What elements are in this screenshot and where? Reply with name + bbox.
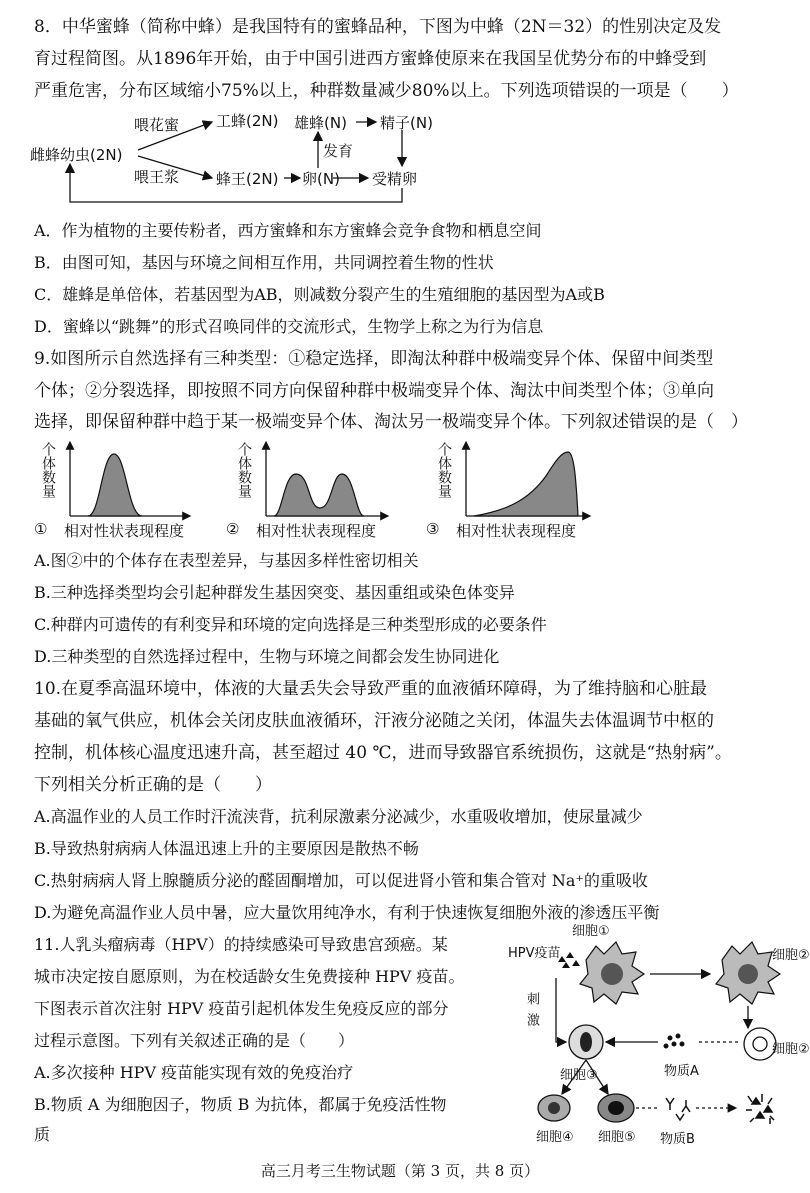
q9-option-c: C.种群内可遗传的有利变异和环境的定向选择是三种类型形成的必要条件	[34, 615, 547, 634]
queen-label: 蜂王(2N)	[216, 170, 279, 188]
q9-option-d: D.三种类型的自然选择过程中，生物与环境之间都会发生协同进化	[34, 647, 500, 666]
selection-graphs	[30, 438, 590, 544]
q10-stem-line-2: 基础的氧气供应，机体会关闭皮肤血液循环，汗液分泌随之关闭，体温失去体温调节中枢的	[34, 711, 714, 731]
vaccine-particles	[558, 952, 580, 968]
cell-5-label: 细胞⑤	[598, 1130, 636, 1145]
feed-nectar-label: 喂花蜜	[134, 116, 180, 134]
cell-3-b-cell	[569, 1025, 603, 1059]
q11-option-a: A.多次接种 HPV 疫苗能实现有效的免疫治疗	[34, 1063, 354, 1082]
cell-2-label-lower: 细胞②	[772, 1042, 810, 1057]
q10-option-a: A.高温作业的人员工作时汗流浃背，抗利尿激素分泌减少，水重吸收增加，使尿量减少	[34, 807, 643, 826]
larva-label: 雌蜂幼虫(2N)	[30, 146, 123, 164]
antibody-icons	[666, 1098, 690, 1120]
q10-stem-line-4: 下列相关分析正确的是（ ）	[34, 775, 272, 795]
q8-stem-line-2: 育过程简图。从1896年开始，由于中国引进西方蜜蜂使原来在我国呈优势分布的中蜂受到	[34, 49, 707, 69]
drone-label: 雄蜂(N)	[294, 114, 347, 132]
feed-jelly-label: 喂王浆	[134, 168, 180, 186]
cell-5-plasma	[598, 1094, 634, 1122]
graph-2-disruptive	[266, 442, 388, 516]
graph-3-ylabel: 个体数量	[436, 442, 452, 498]
hpv-vaccine-label: HPV疫苗	[508, 946, 561, 961]
egg-label: 卵(N)	[302, 170, 340, 188]
graph-3-directional	[466, 442, 590, 516]
cell-3-label: 细胞③	[560, 1068, 598, 1083]
substance-a-dots	[664, 1034, 685, 1049]
graph-1-stabilizing	[70, 442, 190, 516]
substance-a-label: 物质A	[664, 1064, 699, 1079]
q10-option-c: C.热射病病人肾上腺髓质分泌的醛固酮增加，可以促进肾小管和集合管对 Na⁺的重吸收	[34, 871, 648, 890]
q9-stem-line-3: 选择，即保留种群中趋于某一极端变异个体、淘汰另一极端变异个体。下列叙述错误的是（ ）	[34, 412, 748, 432]
cell-4-label: 细胞④	[536, 1130, 574, 1145]
q9-option-b: B.三种选择类型均会引起种群发生基因突变、基因重组或染色体变异	[34, 583, 515, 602]
graph-2-number: ②	[226, 520, 240, 538]
q11-stem-line-2: 城市决定按自愿原则，为在校适龄女生免费接种 HPV 疫苗。	[34, 967, 465, 986]
q11-stem-line-4: 过程示意图。下列有关叙述正确的是（ ）	[34, 1031, 355, 1050]
q10-option-d: D.为避免高温作业人员中暑，应大量饮用纯净水，有利于快速恢复细胞外液的渗透压平衡	[34, 903, 660, 922]
cell-1-presenting	[716, 942, 780, 1004]
q11-option-b-cont: 质	[34, 1125, 51, 1144]
zygote-label: 受精卵	[372, 170, 418, 188]
graph-2-xlabel: 相对性状表现程度	[256, 522, 377, 540]
q8-stem-line-1: 8．中华蜜蜂（简称中蜂）是我国特有的蜜蜂品种，下图为中蜂（2N＝32）的性别决定及发	[34, 17, 722, 37]
worker-label: 工蜂(2N)	[216, 112, 279, 130]
q8-option-c: C．雄蜂是单倍体，若基因型为AB，则减数分裂产生的生殖细胞的基因型为A或B	[34, 285, 605, 304]
q8-stem-line-3: 严重危害，分布区域缩小75%以上，种群数量减少80%以上。下列选项错误的一项是（ ）	[34, 81, 739, 101]
bee-development-diagram	[30, 106, 450, 206]
q8-option-d: D．蜜蜂以“跳舞”的形式召唤同伴的交流形式，生物学上称之为行为信息	[34, 317, 544, 336]
page-footer: 高三月考三生物试题（第 3 页，共 8 页）	[260, 1162, 540, 1180]
q10-stem-line-1: 10.在夏季高温环境中，体液的大量丢失会导致严重的血液循环障碍，为了维持脑和心脏最	[34, 679, 708, 699]
cell-1-apc	[580, 942, 644, 1004]
q11-option-b: B.物质 A 为细胞因子，物质 B 为抗体，都属于免疫活性物	[34, 1095, 447, 1114]
antigen-antibody-complex	[746, 1094, 774, 1124]
q9-stem-line-1: 9.如图所示自然选择有三种类型：①稳定选择，即淘汰种群中极端变异个体、保留中间类型	[34, 349, 714, 369]
q10-option-b: B.导致热射病病人体温迅速上升的主要原因是散热不畅	[34, 839, 419, 858]
hpv-immune-diagram	[500, 918, 810, 1154]
graph-3-number: ③	[426, 520, 440, 538]
q10-stem-line-3: 控制，机体核心温度迅速升高，甚至超过 40 ℃，进而导致器官系统损伤，这就是“热射病”。	[34, 743, 732, 763]
cell-1-label: 细胞①	[572, 924, 610, 939]
q8-option-a: A．作为植物的主要传粉者，西方蜜蜂和东方蜜蜂会竞争食物和栖息空间	[34, 221, 542, 240]
cell-4	[538, 1095, 570, 1121]
graph-1-number: ①	[34, 520, 48, 538]
q8-option-b: B．由图可知，基因与环境之间相互作用，共同调控着生物的性状	[34, 253, 494, 272]
graph-3-xlabel: 相对性状表现程度	[456, 522, 577, 540]
cell-2-label: 细胞②	[772, 948, 810, 963]
graph-1-xlabel: 相对性状表现程度	[64, 522, 185, 540]
graph-2-ylabel: 个体数量	[236, 442, 252, 498]
graph-1-ylabel: 个体数量	[40, 442, 56, 498]
sperm-label: 精子(N)	[380, 114, 433, 132]
q9-stem-line-2: 个体；②分裂选择，即按照不同方向保留种群中极端变异个体、淘汰中间类型个体；③单向	[34, 381, 714, 401]
q11-stem-line-3: 下图表示首次注射 HPV 疫苗引起机体发生免疫反应的部分	[34, 999, 449, 1018]
substance-b-label: 物质B	[660, 1132, 695, 1147]
stimulate-label: 刺激	[524, 992, 539, 1034]
q11-stem-line-1: 11.人乳头瘤病毒（HPV）的持续感染可导致患宫颈癌。某	[34, 935, 448, 954]
develop-label: 发育	[323, 142, 354, 160]
q9-option-a: A.图②中的个体存在表型差异，与基因多样性密切相关	[34, 551, 419, 570]
